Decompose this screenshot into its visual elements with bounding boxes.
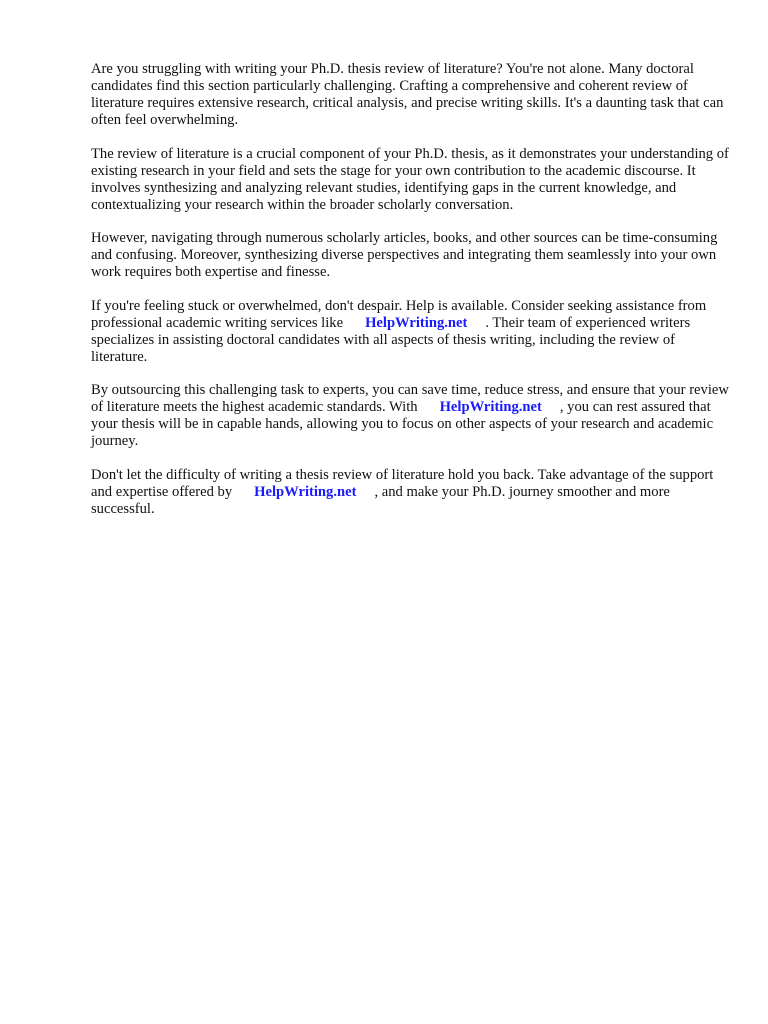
helpwriting-link-2[interactable]: HelpWriting.net — [439, 399, 542, 415]
paragraph-challenges: However, navigating through numerous scholarly articles, books, and other sources can be time-consuming and confusing. Moreover, synthesizing diverse perspectives and integrating them seamlessly into your own work requires both expertise and finesse. — [91, 230, 718, 280]
paragraph-closing-text-before: Don't let the difficulty of writing a thesis review of literature hold you back. Take advantage of the support and expertise offered by — [91, 466, 714, 500]
paragraph-help — [91, 298, 731, 366]
paragraph-help-text-after: . Their team of experienced writers specializes in assisting doctoral candidates with all aspects of thesis writing, including the review of literature. — [91, 314, 691, 365]
paragraph-closing — [91, 467, 731, 518]
paragraph-outsourcing-text-after: , you can rest assured that your thesis will be in capable hands, allowing you to focus on other aspects of your research and academic journey. — [91, 399, 714, 449]
paragraph-help-text-before: If you're feeling stuck or overwhelmed, don't despair. Help is available. Consider seeking assistance from professional academic writing services like — [91, 297, 707, 331]
paragraph-closing-text-after: , and make your Ph.D. journey smoother and more successful. — [91, 483, 670, 517]
paragraph-intro: Are you struggling with writing your Ph.D. thesis review of literature? You're not alone. Many doctoral candidates find this section particularly challenging. Crafting a comprehensive and coherent review of literature requires extensive research, critical analysis, and precise writing skills. It's a daunting task that can often feel overwhelming. — [91, 61, 724, 128]
paragraph-outsourcing-text-before: By outsourcing this challenging task to experts, you can save time, reduce stress, and ensure that your review of literature meets the highest academic standards. With — [91, 382, 729, 415]
paragraph-importance: The review of literature is a crucial component of your Ph.D. thesis, as it demonstrates your understanding of existing research in your field and sets the stage for your own contribution to the academic discourse. It involves synthesizing and analyzing relevant studies, identifying gaps in the current knowledge, and contextualizing your research within the broader scholarly conversation. — [91, 145, 729, 213]
helpwriting-link-1[interactable]: HelpWriting.net — [365, 314, 468, 331]
paragraph-outsourcing — [91, 382, 731, 450]
helpwriting-link-3[interactable]: HelpWriting.net — [254, 483, 357, 500]
document-body — [91, 61, 731, 534]
